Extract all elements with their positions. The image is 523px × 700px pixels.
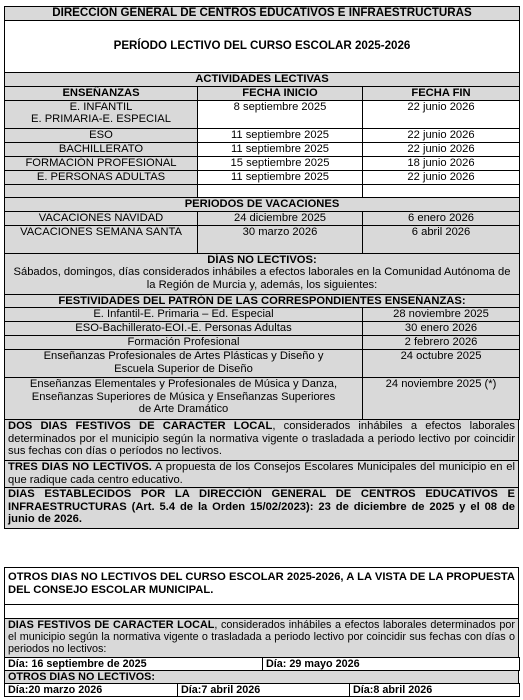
table-row (5, 142, 520, 156)
calendar-block (4, 6, 519, 529)
local-holidays-title: DOS DIAS FESTIVOS DE CARACTER LOCAL (8, 420, 273, 433)
non-school-days-text: Sábados, domingos, días considerados inhábiles a efectos laborales en la Comunidad Autónoma de la Región de Murcia y, además, los siguientes: (13, 266, 511, 291)
gap-row (5, 605, 519, 619)
established-days-note: DIAS ESTABLECIDOS POR LA DIRECCIÓN GENERAL DE CENTROS EDUCATIVOS E INFRAESTRUCTURAS (Art. 5.4 de la Orden 15/02/2023): 23 de diciembre de 2025 y el 08 de junio de 2026. (5, 488, 519, 529)
table-row (5, 100, 520, 128)
vacation-end: 6 enero 2026 (363, 211, 520, 225)
table-row (5, 211, 520, 225)
local-days-table (4, 657, 520, 671)
other-days-title-table (4, 670, 519, 684)
vacation-name: VACACIONES NAVIDAD (5, 211, 198, 225)
three-days-text: A propuesta de los Consejos Escolares Municipales del municipio en el que radique cada centro educativo. (8, 461, 515, 486)
non-school-days (5, 253, 520, 294)
patron-name: Enseñanzas Profesionales de Artes Plásticas y Diseño y Escuela Superior de Diseño (5, 350, 363, 378)
level-infantil: E. INFANTIL (69, 100, 133, 113)
col-header-end: FECHA FIN (363, 86, 520, 100)
table-row (5, 225, 520, 253)
vacation-start: 30 marzo 2026 (198, 225, 363, 253)
table-row (5, 658, 520, 671)
level-cell: FORMACIÓN PROFESIONAL (5, 156, 198, 170)
level-cell: E. PERSONAS ADULTAS (5, 170, 198, 184)
patron-date: 28 noviembre 2025 (363, 308, 520, 322)
three-days-title: TRES DIAS NO LECTIVOS. (8, 461, 152, 474)
patron-date: 24 octubre 2025 (363, 350, 520, 378)
end-cell: 22 junio 2026 (363, 128, 520, 142)
municipal-title: OTROS DIAS NO LECTIVOS DEL CURSO ESCOLAR 2025-2026, A LA VISTA DE LA PROPUESTA DEL CONSEJO ESCOLAR MUNICIPAL. (5, 568, 519, 605)
municipal-local-title: DIAS FESTIVOS DE CARACTER LOCAL (8, 619, 215, 631)
start-cell: 11 septiembre 2025 (198, 128, 363, 142)
vacation-start: 24 diciembre 2025 (198, 211, 363, 225)
activities-title: ACTIVIDADES LECTIVAS (5, 73, 520, 87)
three-days-note (5, 461, 519, 488)
level-cell: ESO (5, 128, 198, 142)
vacations-title: PERIODOS DE VACACIONES (5, 197, 520, 211)
start-cell: 11 septiembre 2025 (198, 142, 363, 156)
patron-date: 30 enero 2026 (363, 322, 520, 336)
table-row (5, 128, 520, 142)
patron-name: E. Infantil-E. Primaria – Ed. Especial (5, 308, 363, 322)
end-cell: 22 junio 2026 (363, 142, 520, 156)
table-row (5, 350, 520, 378)
col-header-start: FECHA INICIO (198, 86, 363, 100)
level-primaria: E. PRIMARIA-E. ESPECIAL (31, 113, 171, 126)
notes-table (4, 419, 519, 529)
table-row (5, 156, 520, 170)
vacation-end: 6 abril 2026 (363, 225, 520, 253)
local-holidays-note (5, 420, 519, 461)
org-header: DIRECCION GENERAL DE CENTROS EDUCATIVOS E INFRAESTRUCTURAS (5, 7, 520, 21)
non-school-days-title: DÍAS NO LECTIVOS: (207, 253, 317, 266)
period-title: PERÍODO LECTIVO DEL CURSO ESCOLAR 2025-2026 (5, 21, 520, 73)
patron-table (4, 307, 520, 420)
local-holidays-text: , considerados inhábiles a efectos laborales determinados por el municipio según la normativa vigente o trasladada a periodo lectivo por coincidir sus fechas con días o períodos no lectivos. (8, 420, 515, 458)
patron-name: ESO-Bachillerato-EOI.-E. Personas Adultas (5, 322, 363, 336)
calendar-table (4, 6, 520, 308)
patron-date: 2 febrero 2026 (363, 336, 520, 350)
table-row (5, 378, 520, 420)
table-row (5, 684, 520, 697)
municipal-table (4, 567, 519, 658)
other-days-title: OTROS DIAS NO LECTIVOS: (5, 671, 519, 684)
table-row (5, 336, 520, 350)
municipal-block (4, 567, 519, 697)
empty-row (5, 184, 520, 197)
start-cell: 15 septiembre 2025 (198, 156, 363, 170)
col-header-level: ENSEÑANZAS (5, 86, 198, 100)
other-day-1: Día:20 marzo 2026 (5, 684, 178, 697)
patron-name: Formación Profesional (5, 336, 363, 350)
start-cell: 8 septiembre 2025 (198, 100, 363, 128)
level-cell (5, 100, 198, 128)
end-cell: 22 junio 2026 (363, 100, 520, 128)
end-cell: 18 junio 2026 (363, 156, 520, 170)
table-row (5, 322, 520, 336)
patron-title: FESTIVIDADES DEL PATRÓN DE LAS CORRESPONDIENTES ENSEÑANZAS: (5, 294, 520, 308)
patron-name: Enseñanzas Elementales y Profesionales de Música y Danza, Enseñanzas Superiores de Música y Enseñanzas Superiores de Arte Dramático (5, 378, 363, 420)
table-row (5, 308, 520, 322)
municipal-local-note (5, 619, 519, 658)
patron-date: 24 noviembre 2025 (*) (363, 378, 520, 420)
table-row (5, 170, 520, 184)
local-day-1: Día: 16 septiembre de 2025 (5, 658, 263, 671)
other-day-2: Día:7 abril 2026 (178, 684, 350, 697)
local-day-2: Día: 29 mayo 2026 (263, 658, 520, 671)
other-days-table (4, 683, 520, 697)
end-cell: 22 junio 2026 (363, 170, 520, 184)
vacation-name: VACACIONES SEMANA SANTA (5, 225, 198, 253)
start-cell: 11 septiembre 2025 (198, 170, 363, 184)
municipal-local-text: , considerados inhábiles a efectos laborales determinados por el municipio según la normativa vigente o trasladada a periodo lectivo por coincidir sus fechas con días o periodos no lectivos: (8, 619, 516, 655)
other-day-3: Día:8 abril 2026 (350, 684, 520, 697)
level-cell: BACHILLERATO (5, 142, 198, 156)
